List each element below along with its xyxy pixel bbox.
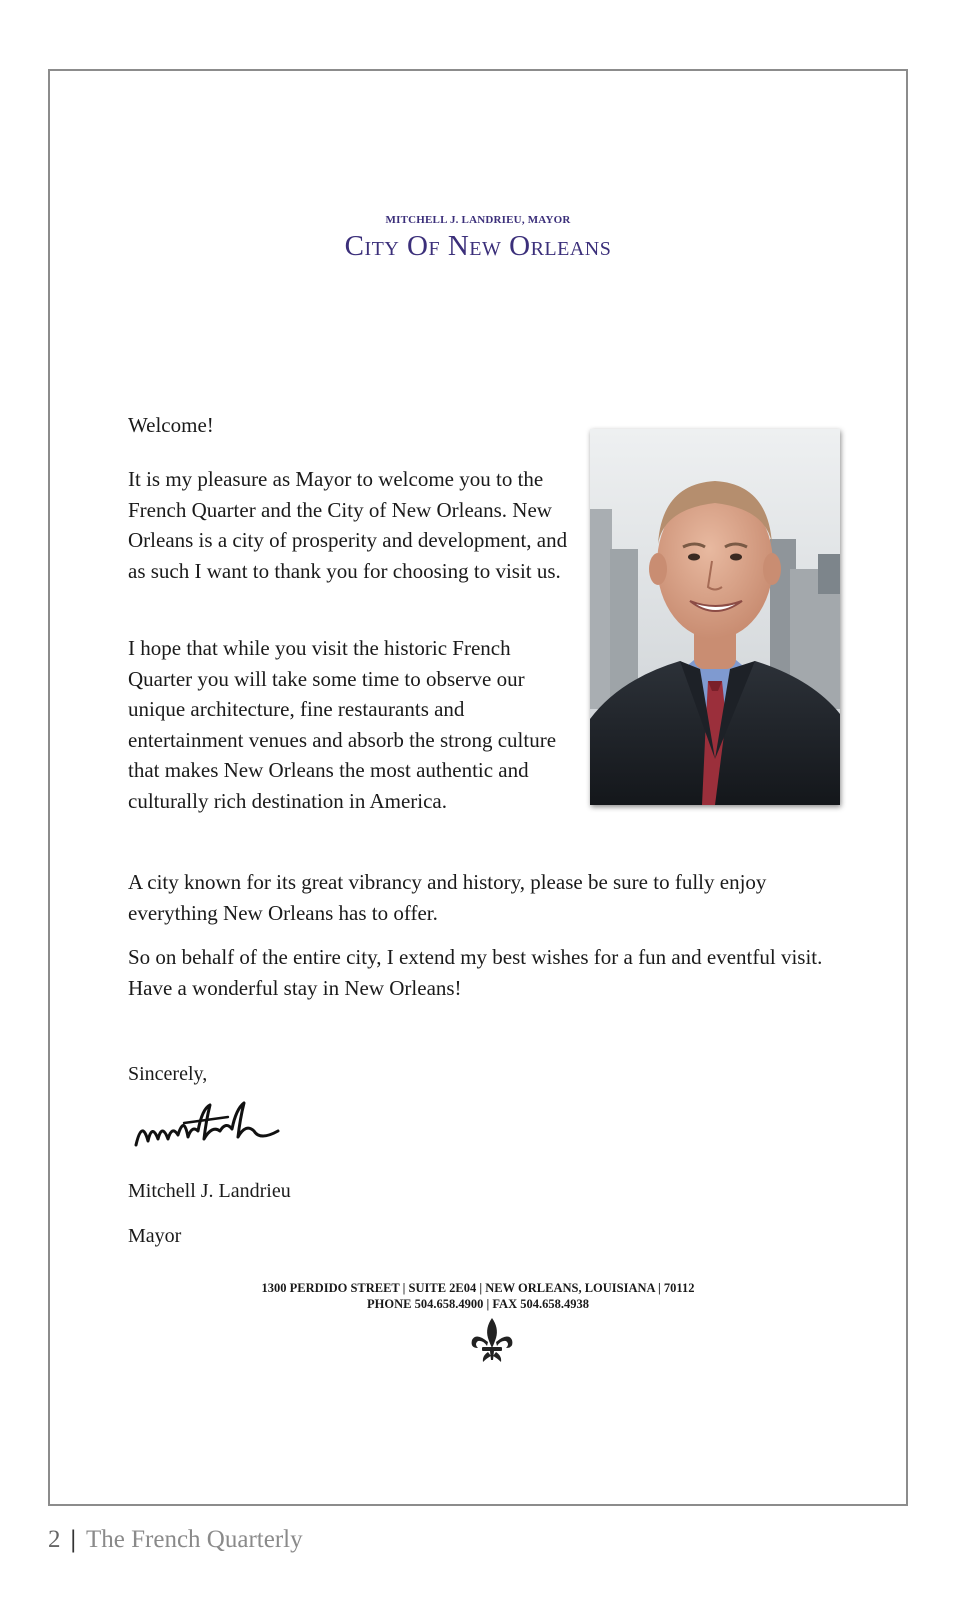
letter-paragraph-3: A city known for its great vibrancy and history, please be sure to fully enjoy everything New Orleans has to offer.: [128, 870, 767, 925]
letterhead-city-name: City Of New Orleans: [344, 230, 612, 262]
address-block: [50, 1280, 906, 1312]
signer-name: Mitchell J. Landrieu: [128, 1180, 291, 1202]
letterhead: [50, 214, 906, 263]
letter-paragraph-4: So on behalf of the entire city, I extend my best wishes for a fun and eventful visit. Have a wonderful stay in New Orleans!: [128, 945, 823, 1000]
letter-page: [48, 69, 908, 1506]
letter-paragraph-1: It is my pleasure as Mayor to welcome you to the French Quarter and the City of New Orleans. New Orleans is a city of prosperity and development, and as such I want to thank you for choosing to visit us.: [128, 467, 568, 583]
letter-closing: Sincerely,: [128, 1063, 208, 1085]
page-footer: [48, 1526, 303, 1554]
letter-paragraph-2: I hope that while you visit the historic French Quarter you will take some time to observe our unique architecture, fine restaurants and entertainment venues and absorb the strong culture that makes New Orleans the most authentic and culturally rich destination in America.: [128, 636, 557, 813]
mayor-portrait-photo: [590, 429, 840, 805]
signer-title: Mayor: [128, 1225, 182, 1247]
address-line-street: 1300 PERDIDO STREET | SUITE 2E04 | NEW ORLEANS, LOUISIANA | 70112: [261, 1281, 695, 1295]
fleur-de-lis-icon: [468, 1316, 516, 1364]
letter-greeting: Welcome!: [128, 413, 214, 437]
footer-separator: |: [70, 1526, 77, 1553]
page-number: 2: [48, 1526, 61, 1553]
address-line-phone: PHONE 504.658.4900 | FAX 504.658.4938: [367, 1297, 589, 1311]
publication-title: The French Quarterly: [86, 1526, 303, 1553]
letterhead-mayor-line: MITCHELL J. LANDRIEU, MAYOR: [385, 214, 571, 226]
handwritten-signature: [132, 1101, 282, 1153]
